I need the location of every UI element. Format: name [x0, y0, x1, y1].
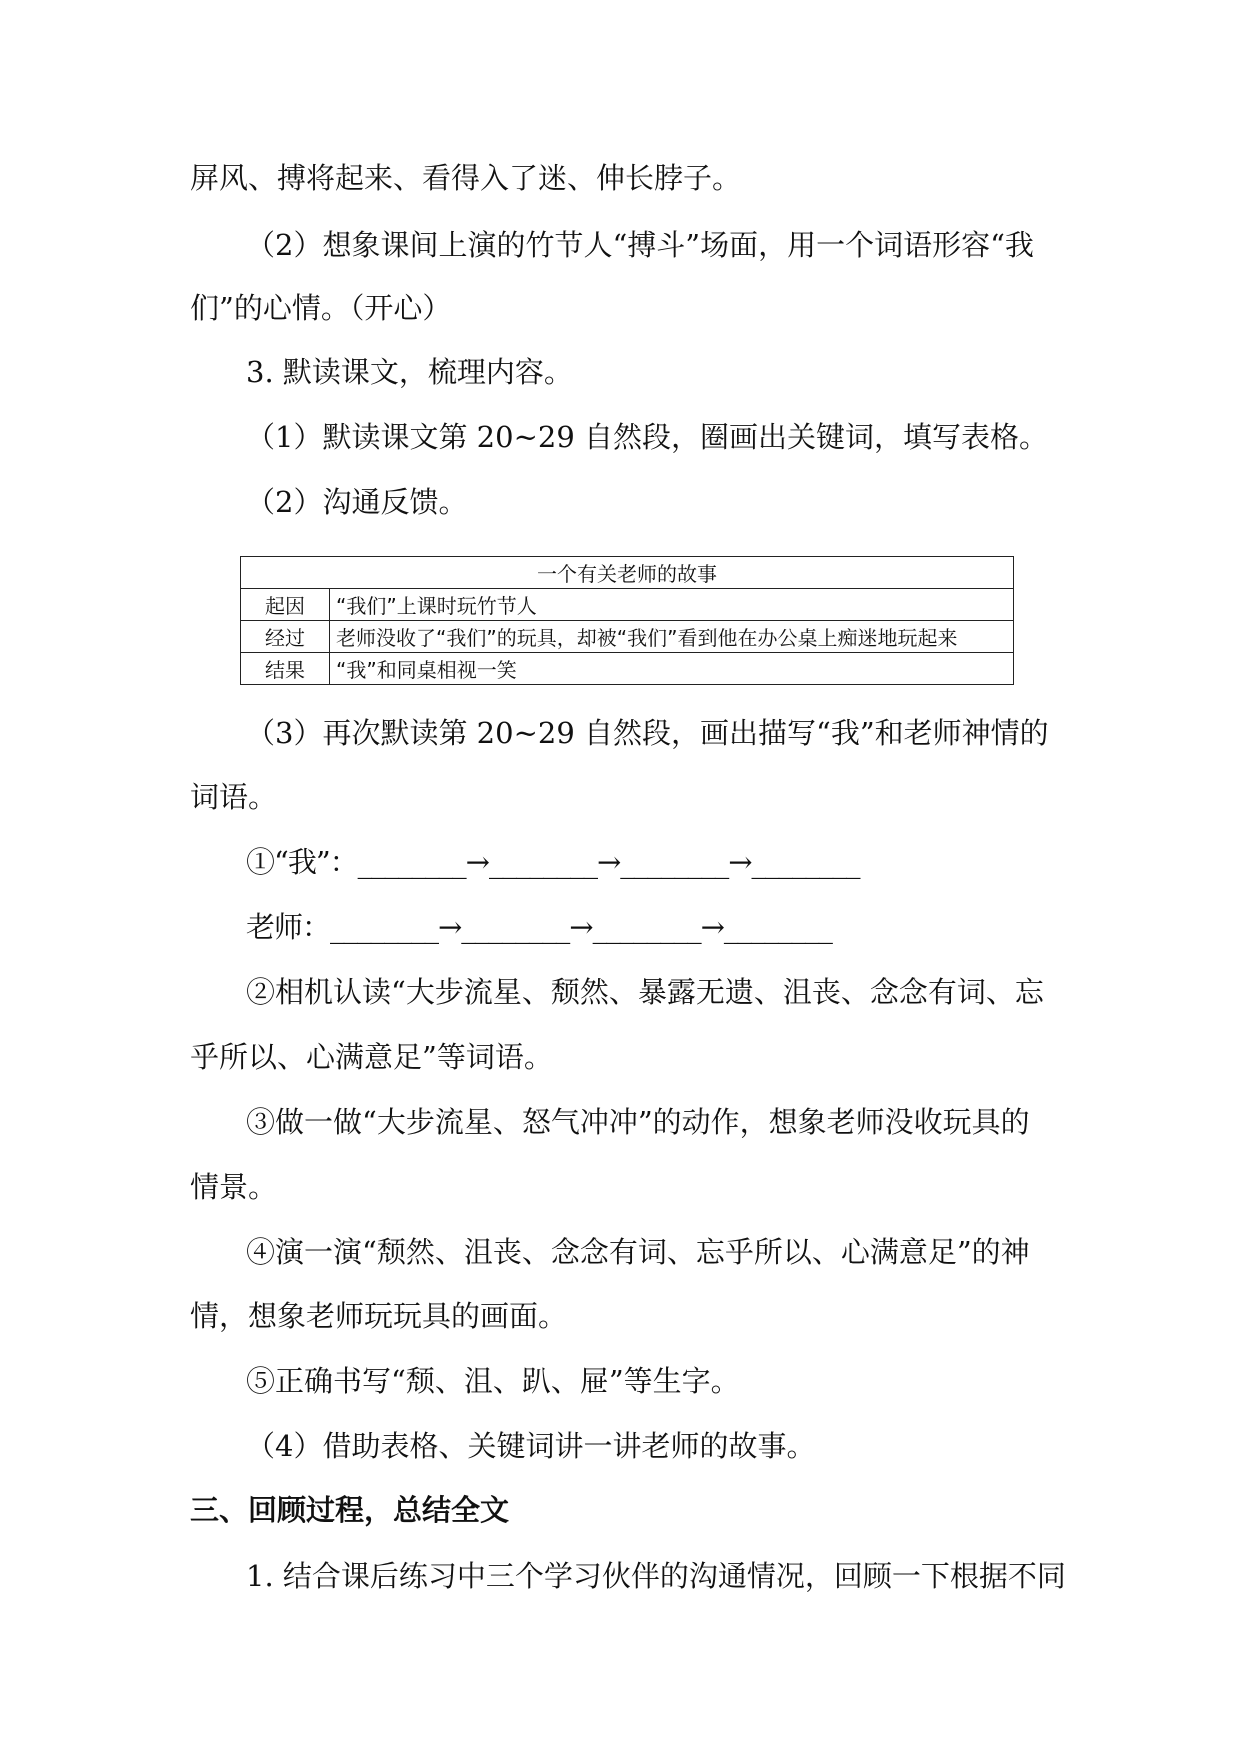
paragraph-2-line-2: 们”的心情。（开心）: [190, 291, 452, 325]
table-row-value: “我们”上课时玩竹节人: [330, 589, 1014, 621]
table-row-key: 经过: [241, 621, 330, 653]
paragraph-13: （4）借助表格、关键词讲一讲老师的故事。: [246, 1429, 816, 1463]
paragraph-11-line-1: ④演一演“颓然、沮丧、念念有词、忘乎所以、心满意足”的神: [246, 1235, 1030, 1269]
paragraph-6-line-2: 词语。: [190, 780, 278, 814]
table-row: [241, 653, 1014, 685]
paragraph-12: ⑤正确书写“颓、沮、趴、屉”等生字。: [246, 1364, 740, 1398]
table-title: 一个有关老师的故事: [241, 557, 1014, 589]
paragraph-10-line-1: ③做一做“大步流星、怒气冲冲”的动作，想象老师没收玩具的: [246, 1105, 1030, 1139]
paragraph-5: （2）沟通反馈。: [246, 485, 468, 519]
table-row: [241, 589, 1014, 621]
table-header-row: [241, 557, 1014, 589]
paragraph-2-line-1: （2）想象课间上演的竹节人“搏斗”场面，用一个词语形容“我: [246, 228, 1034, 262]
paragraph-14: 1. 结合课后练习中三个学习伙伴的沟通情况，回顾一下根据不同: [246, 1559, 1066, 1593]
paragraph-1: 屏风、搏将起来、看得入了迷、伸长脖子。: [190, 161, 742, 195]
paragraph-11-line-2: 情，想象老师玩玩具的画面。: [190, 1299, 568, 1333]
section-heading: 三、回顾过程，总结全文: [190, 1493, 510, 1527]
fill-blank-me: ①“我”：________→________→________→________: [246, 845, 860, 879]
table-row-value: 老师没收了“我们”的玩具，却被“我们”看到他在办公桌上痴迷地玩起来: [330, 621, 1014, 653]
paragraph-6-line-1: （3）再次默读第 20~29 自然段，画出描写“我”和老师神情的: [246, 716, 1049, 750]
paragraph-9-line-1: ②相机认读“大步流星、颓然、暴露无遗、沮丧、念念有词、忘: [246, 975, 1044, 1009]
story-table: [240, 556, 1014, 685]
fill-blank-teacher: 老师：________→________→________→________: [246, 910, 832, 944]
table-row-value: “我”和同桌相视一笑: [330, 653, 1014, 685]
table-row-key: 结果: [241, 653, 330, 685]
paragraph-4: （1）默读课文第 20~29 自然段，圈画出关键词，填写表格。: [246, 420, 1048, 454]
paragraph-10-line-2: 情景。: [190, 1170, 278, 1204]
table-row-key: 起因: [241, 589, 330, 621]
paragraph-3: 3. 默读课文，梳理内容。: [246, 355, 573, 389]
table-row: [241, 621, 1014, 653]
paragraph-9-line-2: 乎所以、心满意足”等词语。: [190, 1040, 553, 1074]
